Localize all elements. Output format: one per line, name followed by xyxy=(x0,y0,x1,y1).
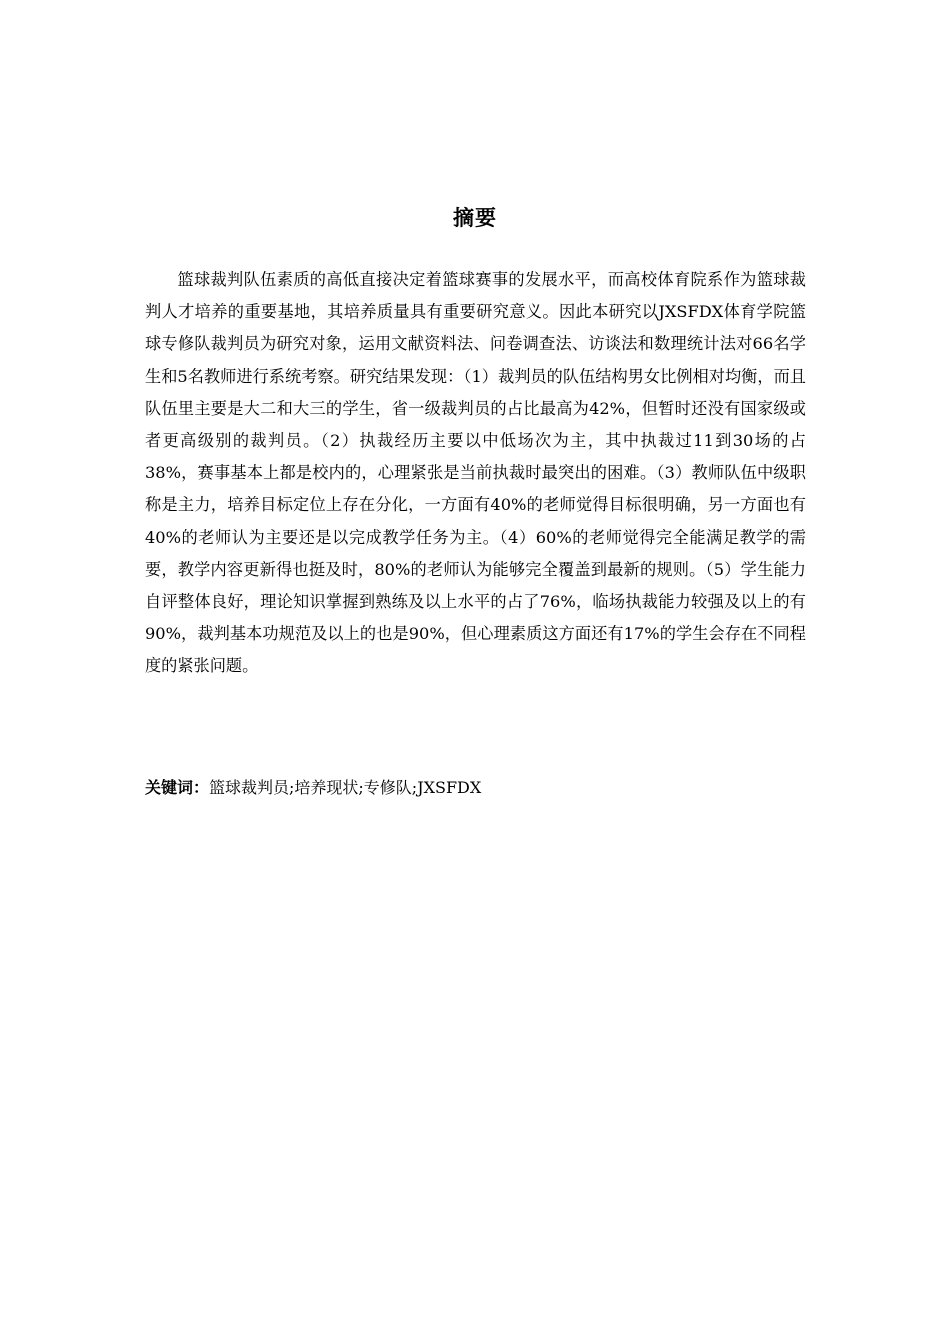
abstract-title: 摘要 xyxy=(453,206,497,230)
keywords-text: 篮球裁判员;培养现状;专修队;JXSFDX xyxy=(209,778,482,797)
abstract-body: 篮球裁判队伍素质的高低直接决定着篮球赛事的发展水平，而高校体育院系作为篮球裁判人才培养的重要基地，其培养质量具有重要研究意义。因此本研究以JXSFDX体育学院篮球专修队裁判员为研究对象，运用文献资料法、问卷调查法、访谈法和数理统计法对66名学生和5名教师进行系统考察。研究结果发现：（1）裁判员的队伍结构男女比例相对均衡，而且队伍里主要是大二和大三的学生，省一级裁判员的占比最高为42%，但暂时还没有国家级或者更高级别的裁判员。（2）执裁经历主要以中低场次为主，其中执裁过11到30场的占38%，赛事基本上都是校内的，心理紧张是当前执裁时最突出的困难。（3）教师队伍中级职称是主力，培养目标定位上存在分化，一方面有40%的老师觉得目标很明确，另一方面也有40%的老师认为主要还是以完成教学任务为主。（4）60%的老师觉得完全能满足教学的需要，教学内容更新得也挺及时，80%的老师认为能够完全覆盖到最新的规则。（5）学生能力自评整体良好，理论知识掌握到熟练及以上水平的占了76%，临场执裁能力较强及以上的有90%，裁判基本功规范及以上的也是90%，但心理素质这方面还有17%的学生会存在不同程度的紧张问题。 xyxy=(145,270,806,676)
keywords-line xyxy=(145,772,806,804)
keywords-label: 关键词： xyxy=(145,778,210,797)
